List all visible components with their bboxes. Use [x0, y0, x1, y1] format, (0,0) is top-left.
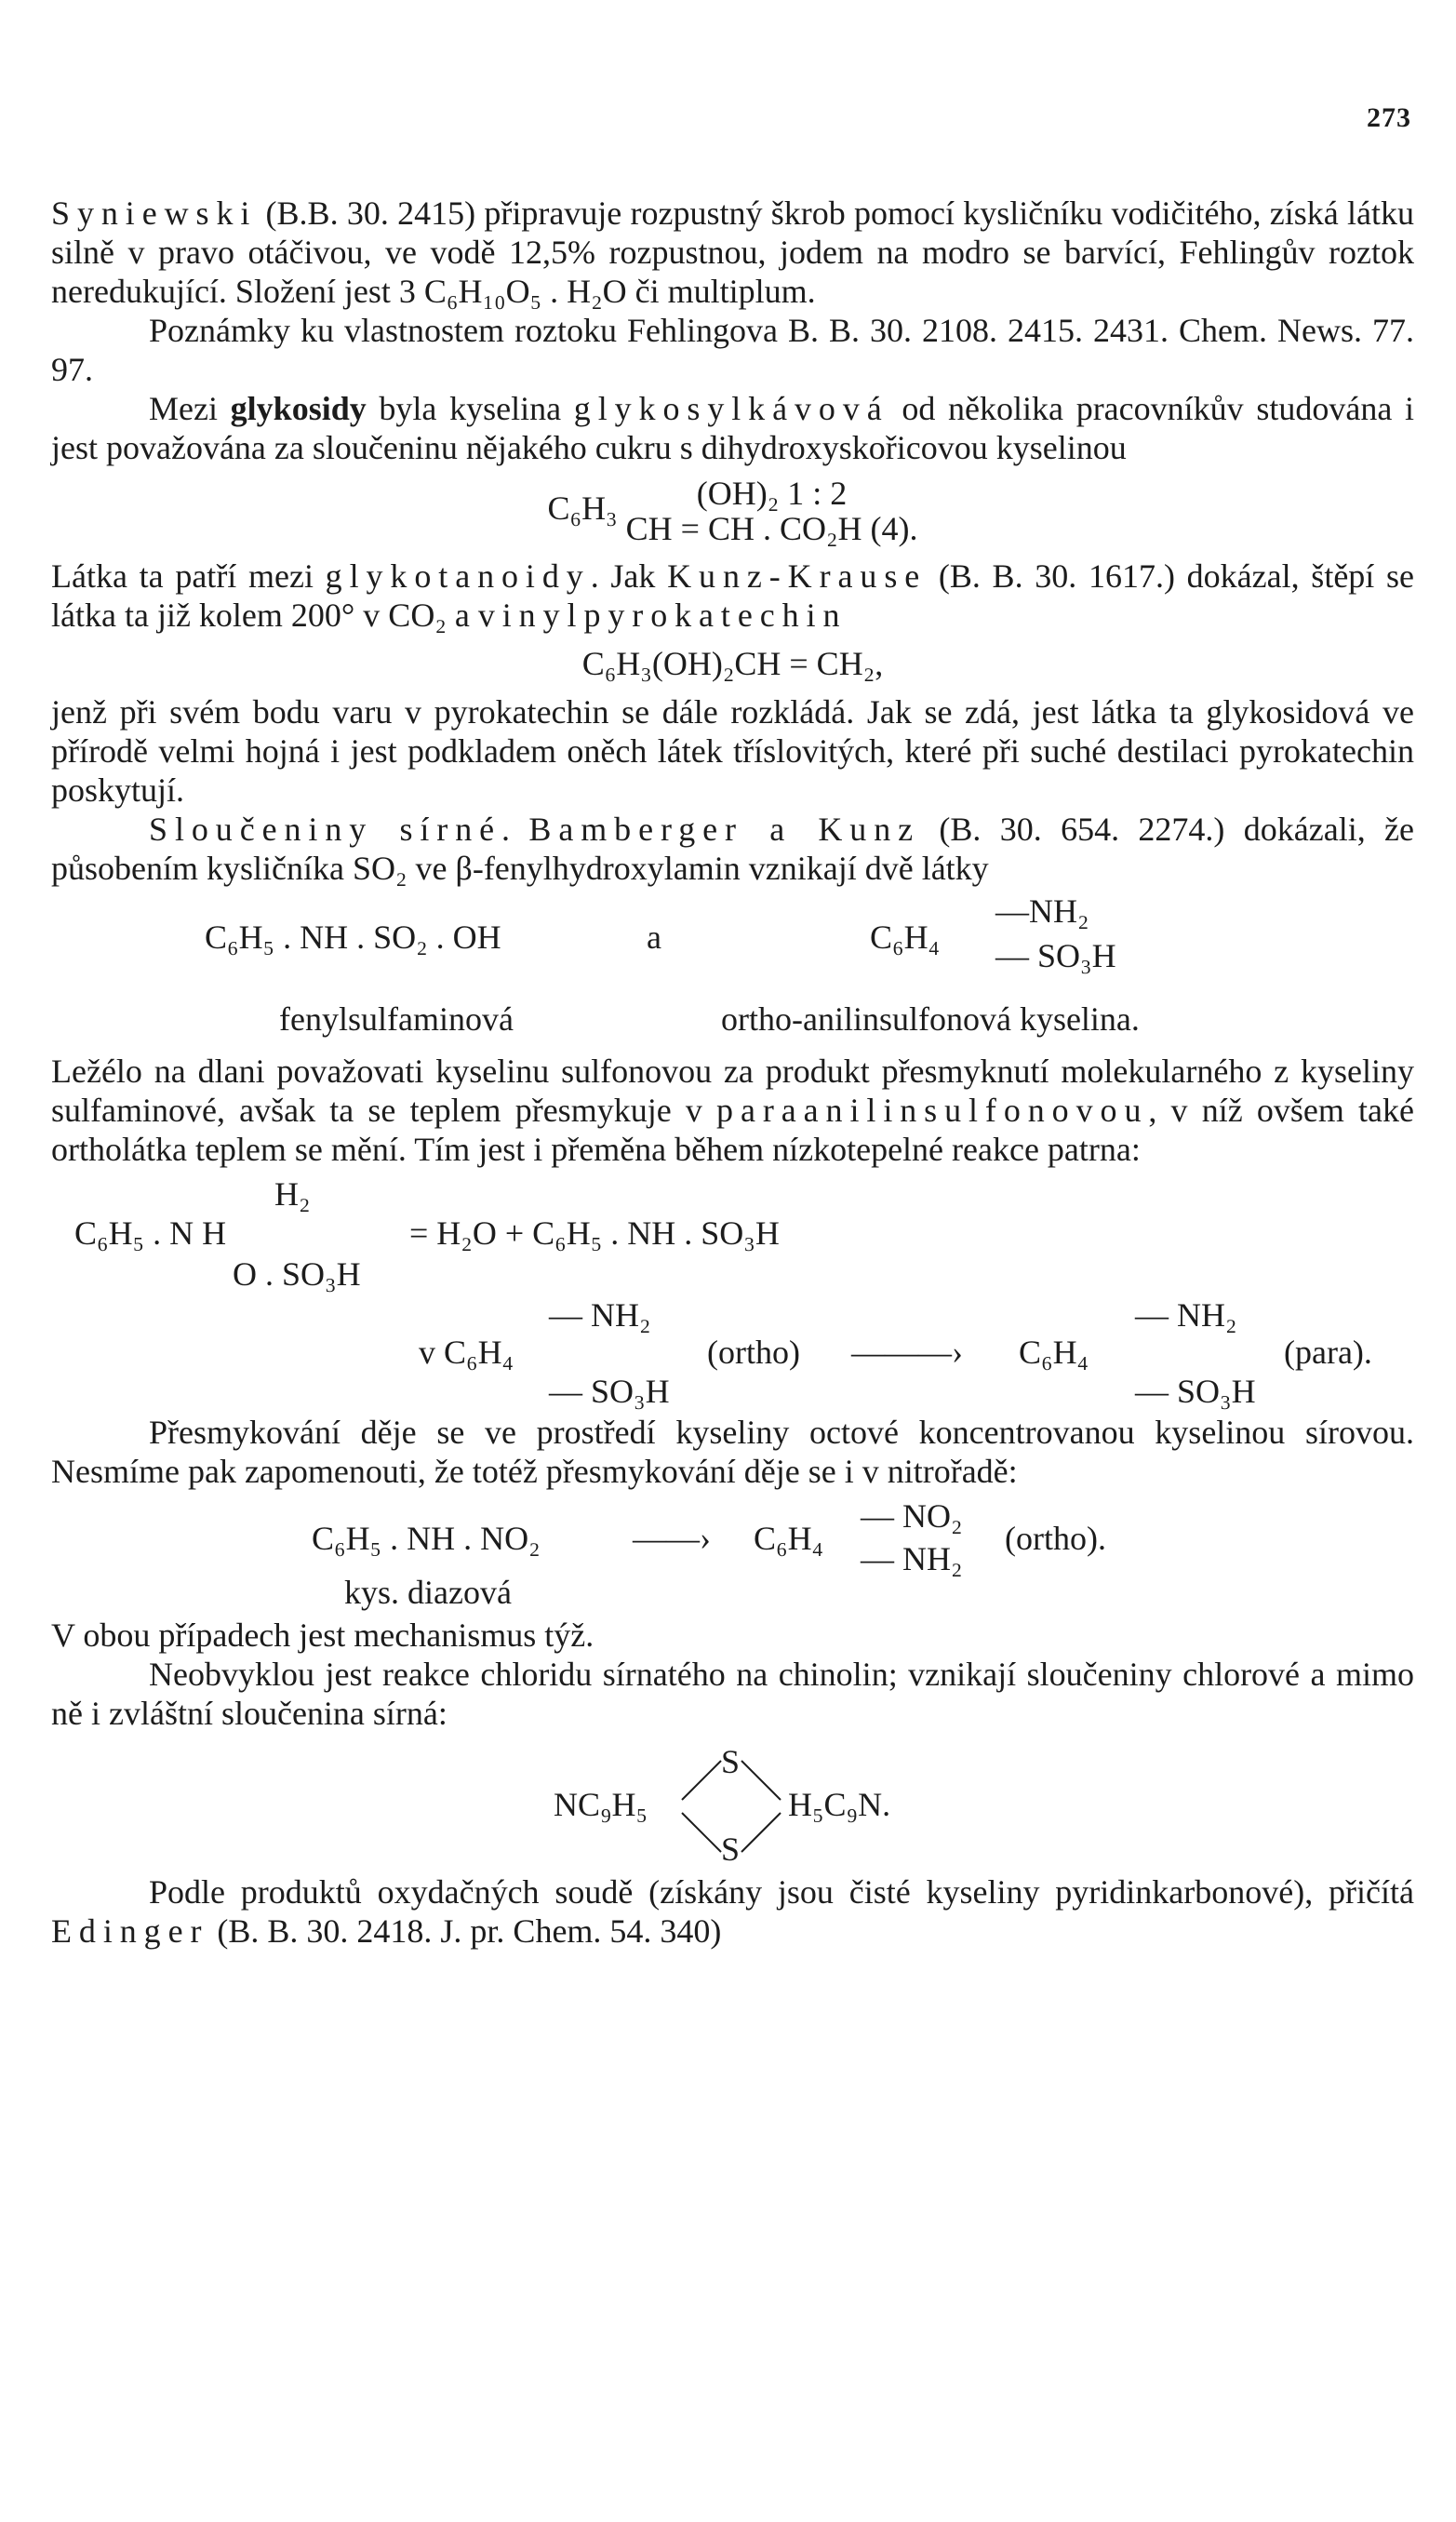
term-glykosidy: glykosidy [230, 390, 367, 427]
label-ortho-anilinsulfonova: ortho-anilinsulfonová kyselina. [721, 999, 1140, 1038]
paragraph-mechanismus: V obou případech jest mechanismus týž. [51, 1616, 594, 1654]
author-kunz-krause: Kunz-Krause [667, 557, 928, 595]
author-edinger: Edinger [51, 1912, 209, 1950]
paragraph-pyrokatechin: jenž při svém bodu varu v pyrokatechin se dále rozkládá. Jak se zdá, jest látka ta glykosidová ve přírodě velmi hojná i jest podkladem oněch látek tříslovitých, které při suché destilaci pyrokatechin poskytují. [51, 692, 1414, 809]
label-kys-diazova: kys. diazová [344, 1573, 512, 1611]
formula-labels [51, 999, 1414, 1044]
paragraph-edinger: Podle produktů oxydačných soudě (získány jsou čisté kyseliny pyridinkarbonové), přičítá Edinger (B. B. 30. 2418. J. pr. Chem. 54. 340) [51, 1872, 1414, 1950]
term-glykosylkavova: glykosylkávová [573, 390, 889, 427]
formula-reaction-2: — NH₂ v C₆H₄ — SO₃H (ortho) ———› C₆H₄ — NH₂ — SO₃H (para). [419, 1295, 1372, 1410]
formula-sulfur-compound: S NC₉H₅ H₅C₉N. S [554, 1742, 891, 1868]
formula-vinylpyrokatechin: C₆H₃(OH)₂CH = CH₂, [581, 644, 884, 682]
formula-nitro: C₆H₅ . NH . NO₂ ——› C₆H₄ — NO₂ — NH₂ (ortho). kys. diazová [312, 1496, 1106, 1611]
paragraph-chinolin: Neobvyklou jest reakce chloridu sírnatého na chinolin; vznikají sloučeniny chlorové a mimo ně i zvláštní sloučenina sírná: [51, 1655, 1414, 1732]
paragraph-fehling-notes: Poznámky ku vlastnostem roztoku Fehlingova B. B. 30. 2108. 2415. 2431. Chem. News. 77. 97. [51, 312, 1414, 388]
label-fenylsulfaminova: fenylsulfaminová [279, 999, 514, 1038]
formula-two-substances: C₆H₅ . NH . SO₂ . OH a C₆H₄ —NH₂ — SO₃H [205, 892, 1116, 974]
page-number: 273 [1367, 102, 1411, 133]
paragraph-presmykovani: Přesmykování děje se ve prostředí kyseliny octové koncentrovanou kyselinou sírovou. Nesmíme pak zapomenouti, že totéž přesmykování děje se i v nitrořadě: [51, 1413, 1414, 1490]
paragraph-syniewski: Syniewski (B.B. 30. 2415) připravuje rozpustný škrob pomocí kysličníku vodičitého, získá látku silně v pravo otáčivou, ve vodě 12,5% rozpustnou, jodem na modro se barvící, Fehlingův roztok neredukující. Složení jest 3 C₆H₁₀O₅ . H₂O či multiplum. [51, 195, 1414, 310]
formula-glykosylkavova: C₆H₃ (OH)₂ 1 : 2 CH = CH . CO₂H (4). [547, 475, 918, 547]
paragraph-presmyknuti: Ležélo na dlani považovati kyselinu sulfonovou za produkt přesmyknutí molekularného z kyseliny sulfaminové, avšak ta se teplem přesmykuje v paraanilinsulfonovou, v níž ovšem také ortholátka teplem se mění. Tím jest i přeměna během nízkotepelné reakce patrna: [51, 1052, 1414, 1168]
author-bamberger-kunz: Bamberger a Kunz [528, 810, 921, 848]
paragraph-glykosidy: Mezi glykosidy byla kyselina glykosylkávová od několika pracovníkův studována i jest považována za sloučeninu nějakého cukru s dihydroxyskořicovou kyselinou [51, 390, 1415, 466]
body-text [51, 194, 1414, 1951]
paragraph-kunz-krause: Látka ta patří mezi glykotanoidy. Jak Kunz-Krause (B. B. 30. 1617.) dokázal, štěpí se látka ta již kolem 200° v CO₂ a vinylpyrokatechin [51, 557, 1414, 634]
term-vinylpyrokatechin: vinylpyrokatechin [477, 596, 848, 634]
term-paraanilinsulfonova: paraanilinsulfonovou [716, 1091, 1149, 1129]
formula-reaction-1: H₂ C₆H₅ . N H O . SO₃H = H₂O + C₆H₅ . NH . SO₃H [74, 1174, 780, 1293]
paragraph-sloučeniny-sirne: Sloučeniny sírné. Bamberger a Kunz (B. 30. 654. 2274.) dokázali, že působením kysličníka SO₂ ve β-fenylhydroxylamin vznikají dvě látky [51, 810, 1415, 887]
author-syniewski: Syniewski [51, 195, 258, 232]
